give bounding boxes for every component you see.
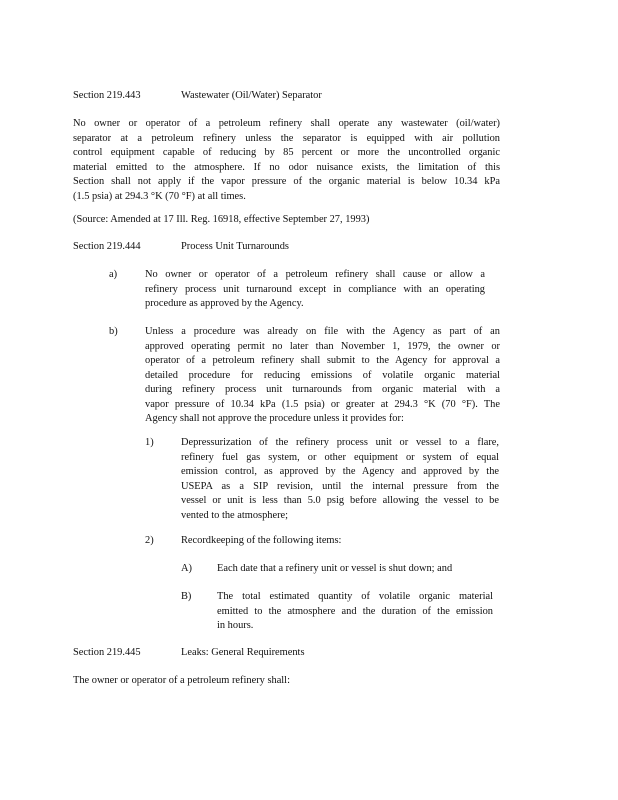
subsection-text xyxy=(145,268,485,312)
subsection-marker: A) xyxy=(181,563,192,574)
subsection-line: emission control, as approved by the Agency and approved by the xyxy=(181,466,499,477)
subsection-line: refinery process unit turnaround except in compliance with an operating xyxy=(145,283,485,295)
subsection-marker: B) xyxy=(181,591,192,602)
subsection-line: approved operating permit no later than November 1, 1979, the owner or xyxy=(145,340,500,352)
paragraph-line: separator at a petroleum refinery unless the separator is equipped with air pollution xyxy=(73,132,500,144)
subsection-text xyxy=(145,325,500,427)
subsection-line: vessel or unit is less than 5.0 psig before allowing the vessel to be xyxy=(181,495,499,506)
section-number: Section 219.443 xyxy=(73,90,141,101)
subsection-line: USEPA as a SIP revision, until the internal pressure from the xyxy=(181,480,499,492)
subsection-line: procedure as approved by the Agency. xyxy=(145,298,304,309)
subsection-line: refinery fuel gas system, or other equipment or system of equal xyxy=(181,451,499,463)
section-number: Section 219.445 xyxy=(73,647,141,658)
subsection-text xyxy=(181,534,341,549)
subsection-line: vapor pressure of 10.34 kPa (1.5 psia) or greater at 294.3 °K (70 °F). The xyxy=(145,398,500,410)
subsection-line: operator of a petroleum refinery shall submit to the Agency for approval a xyxy=(145,355,500,366)
subsection-line: Unless a procedure was already on file with the Agency as part of an xyxy=(145,326,500,337)
section-443-paragraph xyxy=(73,117,500,204)
section-number: Section 219.444 xyxy=(73,241,141,252)
subsection-marker: b) xyxy=(109,326,118,337)
section-title: Leaks: General Requirements xyxy=(181,647,305,658)
paragraph-line: material emitted to the atmosphere. If no odor nuisance exists, the limitation of this xyxy=(73,161,500,173)
subsection-line: Each date that a refinery unit or vessel is shut down; and xyxy=(217,563,453,574)
subsection-line: detailed procedure for reducing emissions of volatile organic material xyxy=(145,369,500,381)
subsection-line: Recordkeeping of the following items: xyxy=(181,535,342,546)
section-title: Wastewater (Oil/Water) Separator xyxy=(181,90,322,101)
subsection-text xyxy=(181,436,499,523)
subsection-text xyxy=(217,590,493,634)
subsection-line: Depressurization of the refinery process unit or vessel to a flare, xyxy=(181,437,499,448)
paragraph-line: control equipment capable of reducing by 85 percent or more the uncontrolled organic xyxy=(73,147,500,158)
subsection-line: during refinery process unit turnarounds from organic material with a xyxy=(145,384,500,395)
paragraph-line: (1.5 psia) at 294.3 °K (70 °F) at all times. xyxy=(73,190,246,202)
section-445-intro: The owner or operator of a petroleum refinery shall: xyxy=(73,675,290,686)
subsection-line: in hours. xyxy=(217,620,254,631)
paragraph-line: Section shall not apply if the vapor pressure of the organic material is below 10.34 kPa xyxy=(73,176,500,187)
subsection-marker: 2) xyxy=(145,535,154,546)
section-title: Process Unit Turnarounds xyxy=(181,241,289,252)
subsection-line: Agency shall not approve the procedure unless it provides for: xyxy=(145,413,404,424)
subsection-text xyxy=(217,562,452,577)
subsection-line: No owner or operator of a petroleum refinery shall cause or allow a xyxy=(145,269,485,280)
subsection-line: The total estimated quantity of volatile organic material xyxy=(217,591,493,602)
subsection-line: emitted to the atmosphere and the duration of the emission xyxy=(217,605,493,617)
paragraph-line: No owner or operator of a petroleum refinery shall operate any wastewater (oil/water) xyxy=(73,118,500,129)
subsection-line: vented to the atmosphere; xyxy=(181,509,289,521)
subsection-marker: a) xyxy=(109,269,118,280)
subsection-marker: 1) xyxy=(145,437,154,448)
source-note: (Source: Amended at 17 Ill. Reg. 16918, effective September 27, 1993) xyxy=(73,214,370,225)
